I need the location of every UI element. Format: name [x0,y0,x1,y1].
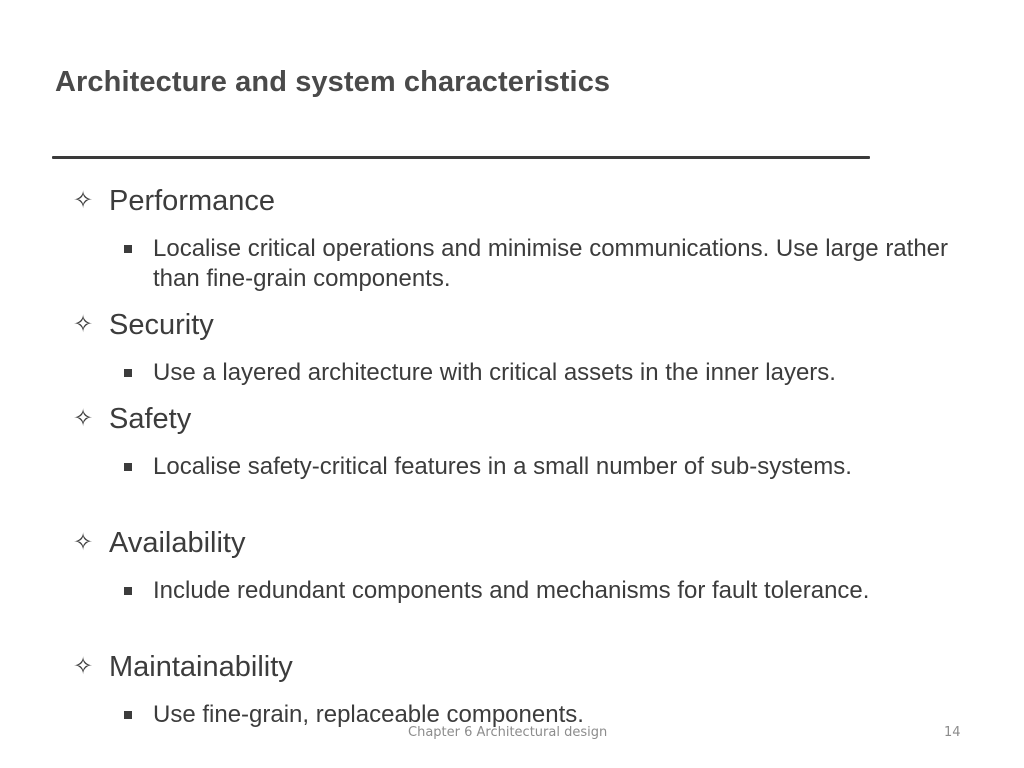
sub-bullet-performance-1 [124,234,984,294]
square-bullet-icon [124,463,132,471]
bullet-heading-label: Maintainability [109,651,293,683]
slide-title: Architecture and system characteristics [55,66,611,98]
square-bullet-icon [124,587,132,595]
four-point-star-icon: ✧ [73,529,94,556]
square-bullet-icon [124,245,132,253]
four-point-star-icon: ✧ [73,311,94,338]
bullet-heading-label: Security [109,309,214,341]
bullet-heading-label: Safety [109,403,192,435]
footer-chapter-title: Chapter 6 Architectural design [408,725,608,740]
square-bullet-icon [124,369,132,377]
four-point-star-icon: ✧ [73,187,94,214]
sub-bullet-text: Include redundant components and mechanisms for fault tolerance. [153,577,870,604]
bullet-heading-performance [73,184,275,218]
sub-bullet-security-1 [124,358,984,388]
bullet-heading-label: Performance [109,185,276,217]
four-point-star-icon: ✧ [73,405,94,432]
sub-bullet-text: Localise safety-critical features in a small number of sub-systems. [153,453,852,480]
four-point-star-icon: ✧ [73,653,94,680]
sub-bullet-text: Use fine-grain, replaceable components. [153,701,584,728]
bullet-heading-label: Availability [109,527,246,559]
bullet-heading-safety [73,402,191,436]
sub-bullet-availability-1 [124,576,984,606]
title-underline [52,156,870,159]
bullet-heading-maintainability [73,650,293,684]
sub-bullet-text: Localise critical operations and minimise communications. Use large rather than fine-grain components. [153,235,949,292]
page-number: 14 [944,725,961,740]
bullet-heading-security [73,308,214,342]
square-bullet-icon [124,711,132,719]
sub-bullet-text: Use a layered architecture with critical assets in the inner layers. [153,359,836,386]
bullet-heading-availability [73,526,245,560]
sub-bullet-safety-1 [124,452,984,482]
